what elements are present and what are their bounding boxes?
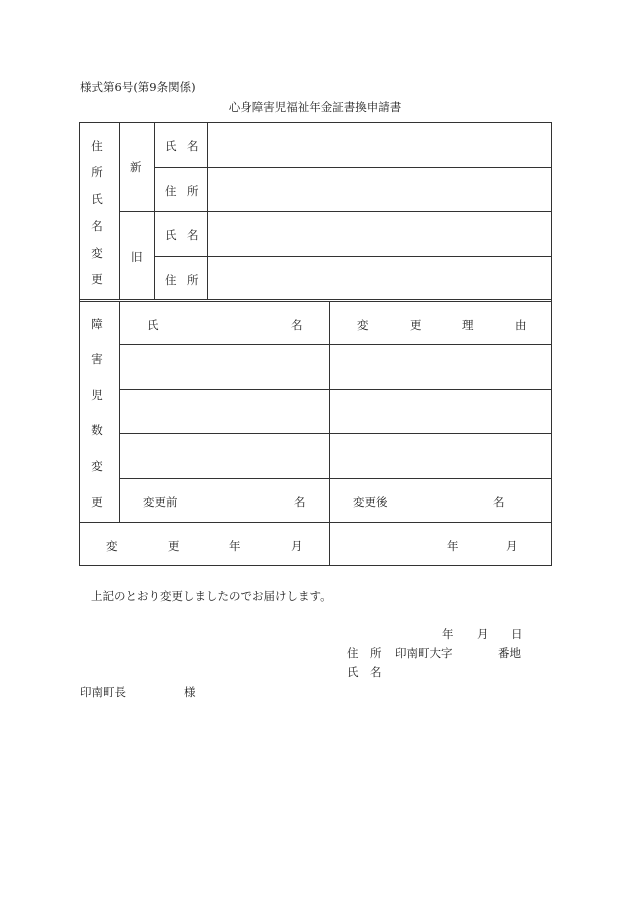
- new-name-label-1: 氏: [165, 139, 177, 153]
- old-label: 旧: [131, 250, 143, 264]
- after-label: 変更後: [353, 495, 388, 509]
- rule-sec1-v3: [207, 122, 208, 300]
- old-name-label-2: 名: [187, 228, 199, 242]
- new-address-label-2: 所: [187, 184, 199, 198]
- section1-char: 氏: [91, 192, 103, 206]
- section1-char: 所: [91, 165, 103, 179]
- form-number: 様式第6号(第9条関係): [80, 80, 196, 94]
- after-count-unit: 名: [493, 495, 505, 509]
- change-date-label-3: 年: [229, 539, 241, 553]
- before-label: 変更前: [143, 495, 178, 509]
- notice-text: 上記のとおり変更しましたのでお届けします。: [91, 589, 332, 603]
- children-header-name-2: 名: [291, 318, 303, 332]
- sign-address-value: 印南町大字: [395, 646, 453, 660]
- change-date-label-4: 月: [291, 539, 303, 553]
- rule-children-header: [119, 344, 552, 345]
- children-header-name-1: 氏: [147, 318, 159, 332]
- change-date-label-2: 更: [168, 539, 180, 553]
- section2-char: 数: [91, 423, 103, 437]
- section2-char: 障: [91, 317, 103, 331]
- before-count-unit: 名: [294, 495, 306, 509]
- rule-new-mid: [154, 167, 552, 168]
- old-address-label-2: 所: [187, 273, 199, 287]
- rule-date-row: [79, 522, 552, 523]
- sign-address-label-1: 住: [347, 646, 359, 660]
- addressee-title: 印南町長: [80, 685, 126, 699]
- change-date-month: 月: [506, 539, 518, 553]
- section2-char: 変: [91, 459, 103, 473]
- sign-date-day: 日: [511, 627, 523, 641]
- sign-date-month: 月: [477, 627, 489, 641]
- rule-section-divider-b: [79, 301, 552, 302]
- change-date-label-1: 変: [106, 539, 118, 553]
- document-title: 心身障害児福祉年金証書換申請書: [228, 100, 402, 114]
- section1-char: 名: [91, 219, 103, 233]
- sign-address-label-2: 所: [370, 646, 382, 660]
- sign-name-label-1: 氏: [347, 665, 359, 679]
- rule-new-old: [119, 211, 552, 212]
- children-header-reason-3: 理: [462, 318, 474, 332]
- rule-children-row2: [119, 433, 552, 434]
- rule-children-row1: [119, 389, 552, 390]
- new-name-label-2: 名: [187, 139, 199, 153]
- rule-sec1-v1: [119, 122, 120, 300]
- new-label: 新: [130, 160, 142, 174]
- rule-sec2-v1: [119, 301, 120, 522]
- children-header-reason-1: 変: [357, 318, 369, 332]
- sign-date-year: 年: [442, 627, 454, 641]
- old-name-label-1: 氏: [165, 228, 177, 242]
- section1-char: 変: [91, 246, 103, 260]
- children-header-reason-4: 由: [515, 318, 527, 332]
- addressee-honorific: 様: [184, 685, 196, 699]
- section2-char: 更: [91, 495, 103, 509]
- section1-char: 更: [91, 272, 103, 286]
- rule-sec2-v2: [329, 301, 330, 566]
- old-address-label-1: 住: [165, 273, 177, 287]
- sign-name-label-2: 名: [370, 665, 382, 679]
- section1-char: 住: [91, 139, 103, 153]
- sign-address-suffix: 番地: [498, 646, 521, 660]
- children-header-reason-2: 更: [410, 318, 422, 332]
- new-address-label-1: 住: [165, 184, 177, 198]
- change-date-year: 年: [447, 539, 459, 553]
- section2-char: 児: [91, 388, 103, 402]
- rule-sec1-v2: [154, 122, 155, 300]
- rule-section-divider-a: [79, 299, 552, 300]
- rule-old-mid: [154, 256, 552, 257]
- section2-char: 害: [91, 352, 103, 366]
- rule-children-row3: [119, 478, 552, 479]
